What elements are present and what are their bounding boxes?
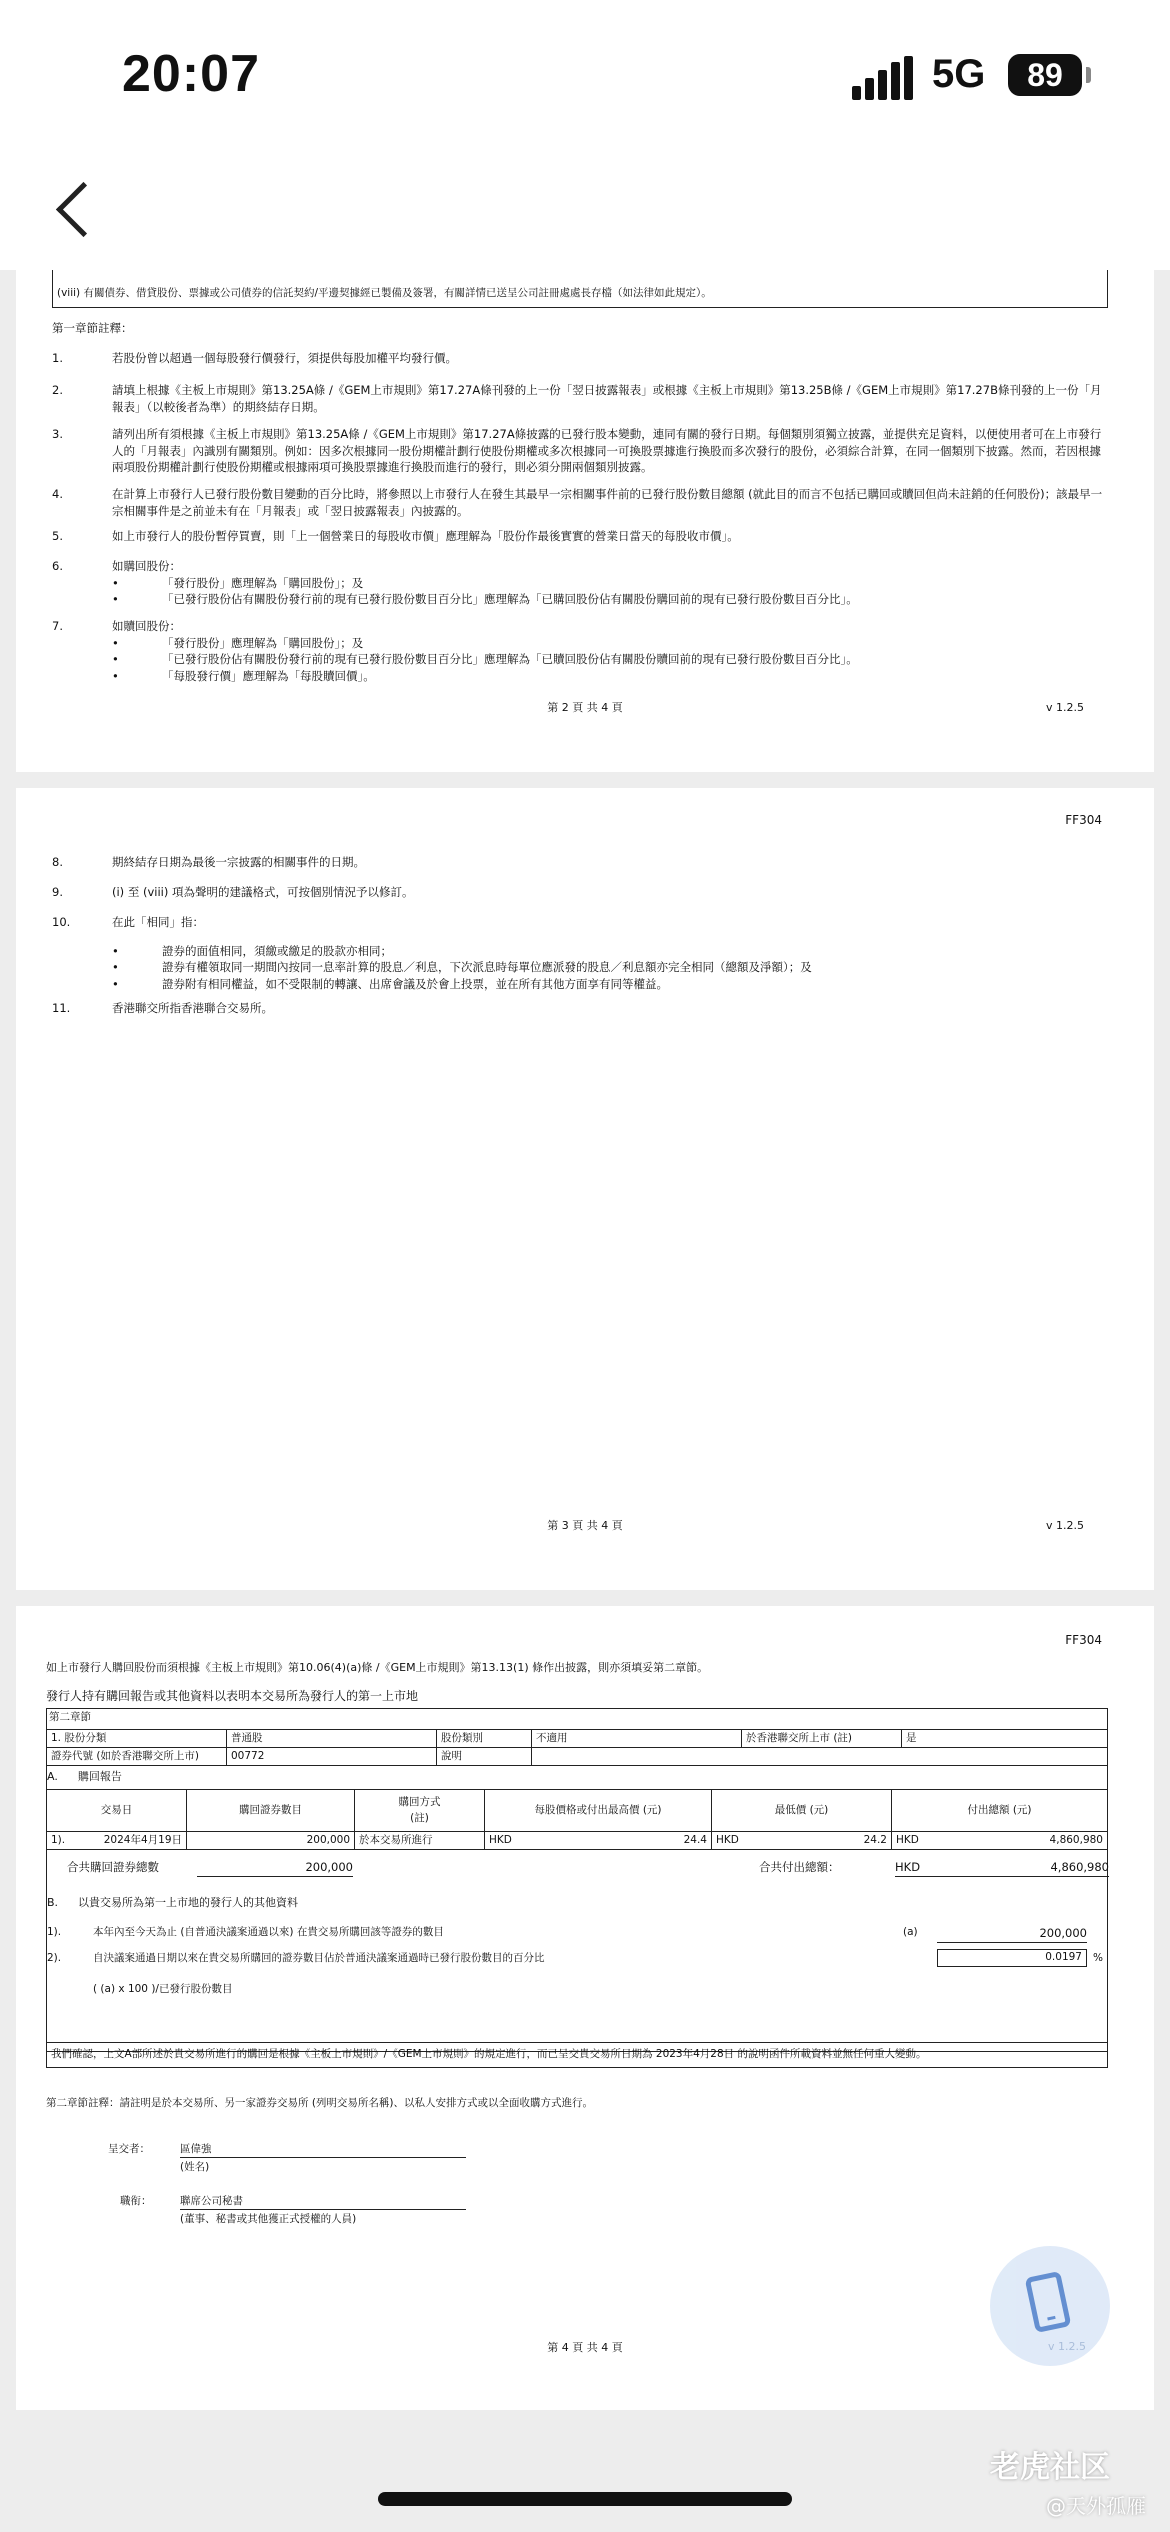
document-page-3 <box>16 788 1154 1590</box>
document-page-2 <box>16 270 1154 772</box>
submitter-name: 區偉強 <box>180 2142 466 2158</box>
note-6: 6. 如購回股份： • 「發行股份」應理解為「購回股份」；及 • 「已發行股份佔有關股份發行前的現有已發行股份數目百分比」應理解為「已購回股份佔有關股份購回前的現有已發行股份數目百分比」。 <box>52 558 1104 608</box>
note-9: 9. (i) 至 (viii) 項為聲明的建議格式，可按個別情況予以修訂。 <box>52 885 414 899</box>
table-row: 1). 2024年4月19日 200,000 於本交易所進行 HKD 24.4 HKD 24.2 HKD 4,860,980 <box>47 1832 1108 1850</box>
note-5: 5. 如上市發行人的股份暫停買賣，則「上一個營業日的每股收市價」應理解為「股份作最後實實的營業日當天的每股收市價」。 <box>52 529 739 543</box>
home-indicator[interactable] <box>378 2492 792 2506</box>
confirmation-box: 我們確認，上文A部所述於貴交易所進行的購回是根據《主板上市規則》/《GEM上市規則》的規定進行，而已呈交貴交易所日期為 2023年4月28日 的說明函件所載資料並無任何重大變動。 <box>46 2042 1108 2068</box>
title-label: 職衔： <box>120 2195 152 2207</box>
watermark-user: @天外孤雁 <box>1046 2494 1146 2518</box>
document-page-4: FF304 如上市發行人購回股份而須根據《主板上市規則》第10.06(4)(a)條 /《GEM上市規則》第13.13(1) 條作出披露，則亦須填妥第二章節。 發行人持有購回報告或其他資料以表明本交易所為發行人的第一上市地 第二章節 1. 股份分類 普通股 股份類別 不適用 於香港聯交所上市 (註) 是 證券代號 (如於香港聯交所上市) 00772 說明 A. 購回報告 交易日 購回證券數目 購回方式 (註) 每股價格或付出最高價 (元) 最低價 (元) 付出總額 (元) 1). 2024年4月19日 200,000 於本交易所進行 HKD 24.4 HKD 24.2 HKD 4,860,980 合共購回證券總數 200,000 合共付出總額： HKD 4,860,980 B. 以貴交易所為第一上市地的發行人的其他資料 1). 本年內至今天為止 (自普通決議案通過以來) 在貴交易所購回該等證券的數目 (a) 200,000 2). 自決議案通過日期以來在貴交易所購回的證券數目佔於普通決議案通過時已發行股份數目的百分比 ( (a) x 100 )/已發行股份數目 0.0197 % 我們確認，上文A部所述於貴交易所進行的購回是根據《主板上市規則》/《GEM上市規則》的規定進行，而已呈交貴交易所日期為 2023年4月28日 的說明函件所載資料並無任何重大變動。 第二章節註釋：請註明是於本交易所、另一家證券交易所 (列明交易所名稱)、以私人安排方式或以全面收購方式進行。 呈交者： 區偉強 (姓名) 職衔： 聯席公司秘書 (董事、秘書或其他獲正式授權的人員) 第 4 頁 共 4 頁 <box>16 1606 1154 2410</box>
note-1: 1. 若股份曾以超過一個每股發行價發行，須提供每股加權平均發行價。 <box>52 351 457 365</box>
part-b-value-1: 200,000 <box>937 1925 1087 1943</box>
part-b-item-2: 2). 自決議案通過日期以來在貴交易所購回的證券數目佔於普通決議案通過時已發行股份數目的百分比 ( (a) x 100 )/已發行股份數目 <box>47 1952 545 1996</box>
total-qty-value: 200,000 <box>197 1859 353 1877</box>
part-b-value-2: 0.0197 <box>937 1949 1087 1967</box>
submitter-label: 呈交者： <box>108 2143 150 2155</box>
section2-box: 第二章節 1. 股份分類 普通股 股份類別 不適用 於香港聯交所上市 (註) 是 證券代號 (如於香港聯交所上市) 00772 說明 A. 購回報告 交易日 購回證券數目 購回方式 (註) 每股價格或付出最高價 (元) 最低價 (元) 付出總額 (元) 1). 2024年4月19日 200,000 於本交易所進行 HKD 24.4 HKD 24.2 HKD 4,860,980 合共購回證券總數 200,000 合共付出總額： HKD 4,860,980 B. 以貴交易所為第一上市地的發行人的其他資料 1). 本年內至今天為止 (自普通決議案通過以來) 在貴交易所購回該等證券的數目 (a) 200,000 2). 自決議案通過日期以來在貴交易所購回的證券數目佔於普通決議案通過時已發行股份數目的百分比 ( (a) x 100 )/已發行股份數目 0.0197 % <box>46 1708 1108 2052</box>
status-bar <box>0 0 1170 150</box>
cellular-signal-icon <box>852 56 916 100</box>
nav-bar <box>0 150 1170 270</box>
part-a-header: A. 購回報告 <box>47 1770 122 1783</box>
note-4: 4. 在計算上市發行人已發行股份數目變動的百分比時，將參照以上市發行人在發生其最早一宗相關事件前的已發行股份數目總額 (就此目的而言不包括已購回或贖回但尚未註銷的任何股份)；該最早一宗相關事件是之前並未有在「月報表」或「翌日披露報表」內披露的。 <box>52 487 1103 518</box>
page-number: 第 4 頁 共 4 頁 <box>547 2341 623 2354</box>
page-number: 第 2 頁 共 4 頁 <box>547 701 623 714</box>
version-label: v 1.2.5 <box>1046 1519 1084 1532</box>
form-code: FF304 <box>1065 813 1102 827</box>
note-11: 11. 香港聯交所指香港聯合交易所。 <box>52 1001 273 1015</box>
section-label: 第二章節 <box>49 1711 91 1723</box>
declaration-box-bottom <box>52 270 1108 308</box>
notes-heading: 第一章節註釋： <box>52 321 133 335</box>
share-info-table: 1. 股份分類 普通股 股份類別 不適用 於香港聯交所上市 (註) 是 證券代號 (如於香港聯交所上市) 00772 說明 <box>46 1729 1108 1766</box>
section2-note: 第二章節註釋：請註明是於本交易所、另一家證券交易所 (列明交易所名稱)、以私人安排方式或以全面收購方式進行。 <box>46 2097 594 2109</box>
total-qty-label: 合共購回證券總數 <box>67 1860 159 1874</box>
page-number: 第 3 頁 共 4 頁 <box>547 1519 623 1532</box>
version-label: v 1.2.5 <box>1046 701 1084 714</box>
phone-icon <box>1025 2271 1072 2333</box>
back-chevron-icon[interactable] <box>50 176 100 246</box>
total-paid-value: HKD 4,860,980 <box>895 1859 1109 1877</box>
note-3: 3. 請列出所有須根據《主板上市規則》第13.25A條 /《GEM上市規則》第17.27A條披露的已發行股本變動，連同有關的發行日期。每個類別須獨立披露，並提供充足資料，以便使用者可在上市發行人的「月報表」內識別有關類別。例如：因多次根據同一股份期權計劃行使股份期權或多次根據同一可換股票據進行換股而多次發行的股份，必須綜合計算，在同一個類別下披露。然而，若因根據兩項股份期權計劃行使股份期權或根據兩項可換股票據進行換股而進行的發行，則必須分開兩個類別披露。 <box>52 427 1102 475</box>
part-b-item-1: 1). 本年內至今天為止 (自普通決議案通過以來) 在貴交易所購回該等證券的數目 <box>47 1926 444 1938</box>
part-b-header: B. 以貴交易所為第一上市地的發行人的其他資料 <box>47 1896 299 1909</box>
note-8: 8. 期終結存日期為最後一宗披露的相關事件的日期。 <box>52 855 365 869</box>
note-7: 7. 如贖回股份： • 「發行股份」應理解為「購回股份」；及 • 「已發行股份佔有關股份發行前的現有已發行股份數目百分比」應理解為「已贖回股份佔有關股份贖回前的現有已發行股份數目百分比」。 • 「每股發行價」應理解為「每股贖回價」。 <box>52 618 1104 685</box>
floating-phone-button[interactable]: v 1.2.5 <box>990 2246 1110 2366</box>
note-10: 10. 在此「相同」指： • 證券的面值相同，須繳或繳足的股款亦相同； • 證券有權領取同一期間內按同一息率計算的股息／利息，下次派息時每單位應派發的股息／利息額亦完全相同（總額及淨額）；及 • 證券附有相同權益，如不受限制的轉讓、出席會議及於會上投票，並在所有其他方面享有同等權益。 <box>52 914 1104 993</box>
repurchase-table: 交易日 購回證券數目 購回方式 (註) 每股價格或付出最高價 (元) 最低價 (元) 付出總額 (元) 1). 2024年4月19日 200,000 於本交易所進行 HKD 24.4 HKD 24.2 HKD 4,860,980 <box>46 1789 1108 1850</box>
section2-intro: 如上市發行人購回股份而須根據《主板上市規則》第10.06(4)(a)條 /《GEM上市規則》第13.13(1) 條作出披露，則亦須填妥第二章節。 <box>46 1661 709 1674</box>
note-2: 2. 請填上根據《主板上市規則》第13.25A條 /《GEM上市規則》第17.27A條刊發的上一份「翌日披露報表」或根據《主板上市規則》第13.25B條 /《GEM上市規則》第17.27B條刊發的上一份「月報表」（以較後者為準）的期終結存日期。 <box>52 383 1102 414</box>
declaration-item-viii: (viii) 有關債券、借貸股份、票據或公司債券的信託契約/平邊契據經已製備及簽署，有關詳情已送呈公司註冊處處長存檔（如法律如此規定）。 <box>57 287 712 299</box>
status-time: 20:07 <box>122 45 260 103</box>
total-paid-label: 合共付出總額： <box>759 1860 840 1874</box>
watermark-brand: 老虎社区 <box>990 2450 1110 2485</box>
battery-icon: 89 <box>1008 54 1082 96</box>
form-code: FF304 <box>1065 1633 1102 1647</box>
network-type: 5G <box>932 52 986 96</box>
section2-title: 發行人持有購回報告或其他資料以表明本交易所為發行人的第一上市地 <box>46 1689 419 1703</box>
title-value: 聯席公司秘書 <box>180 2194 466 2210</box>
